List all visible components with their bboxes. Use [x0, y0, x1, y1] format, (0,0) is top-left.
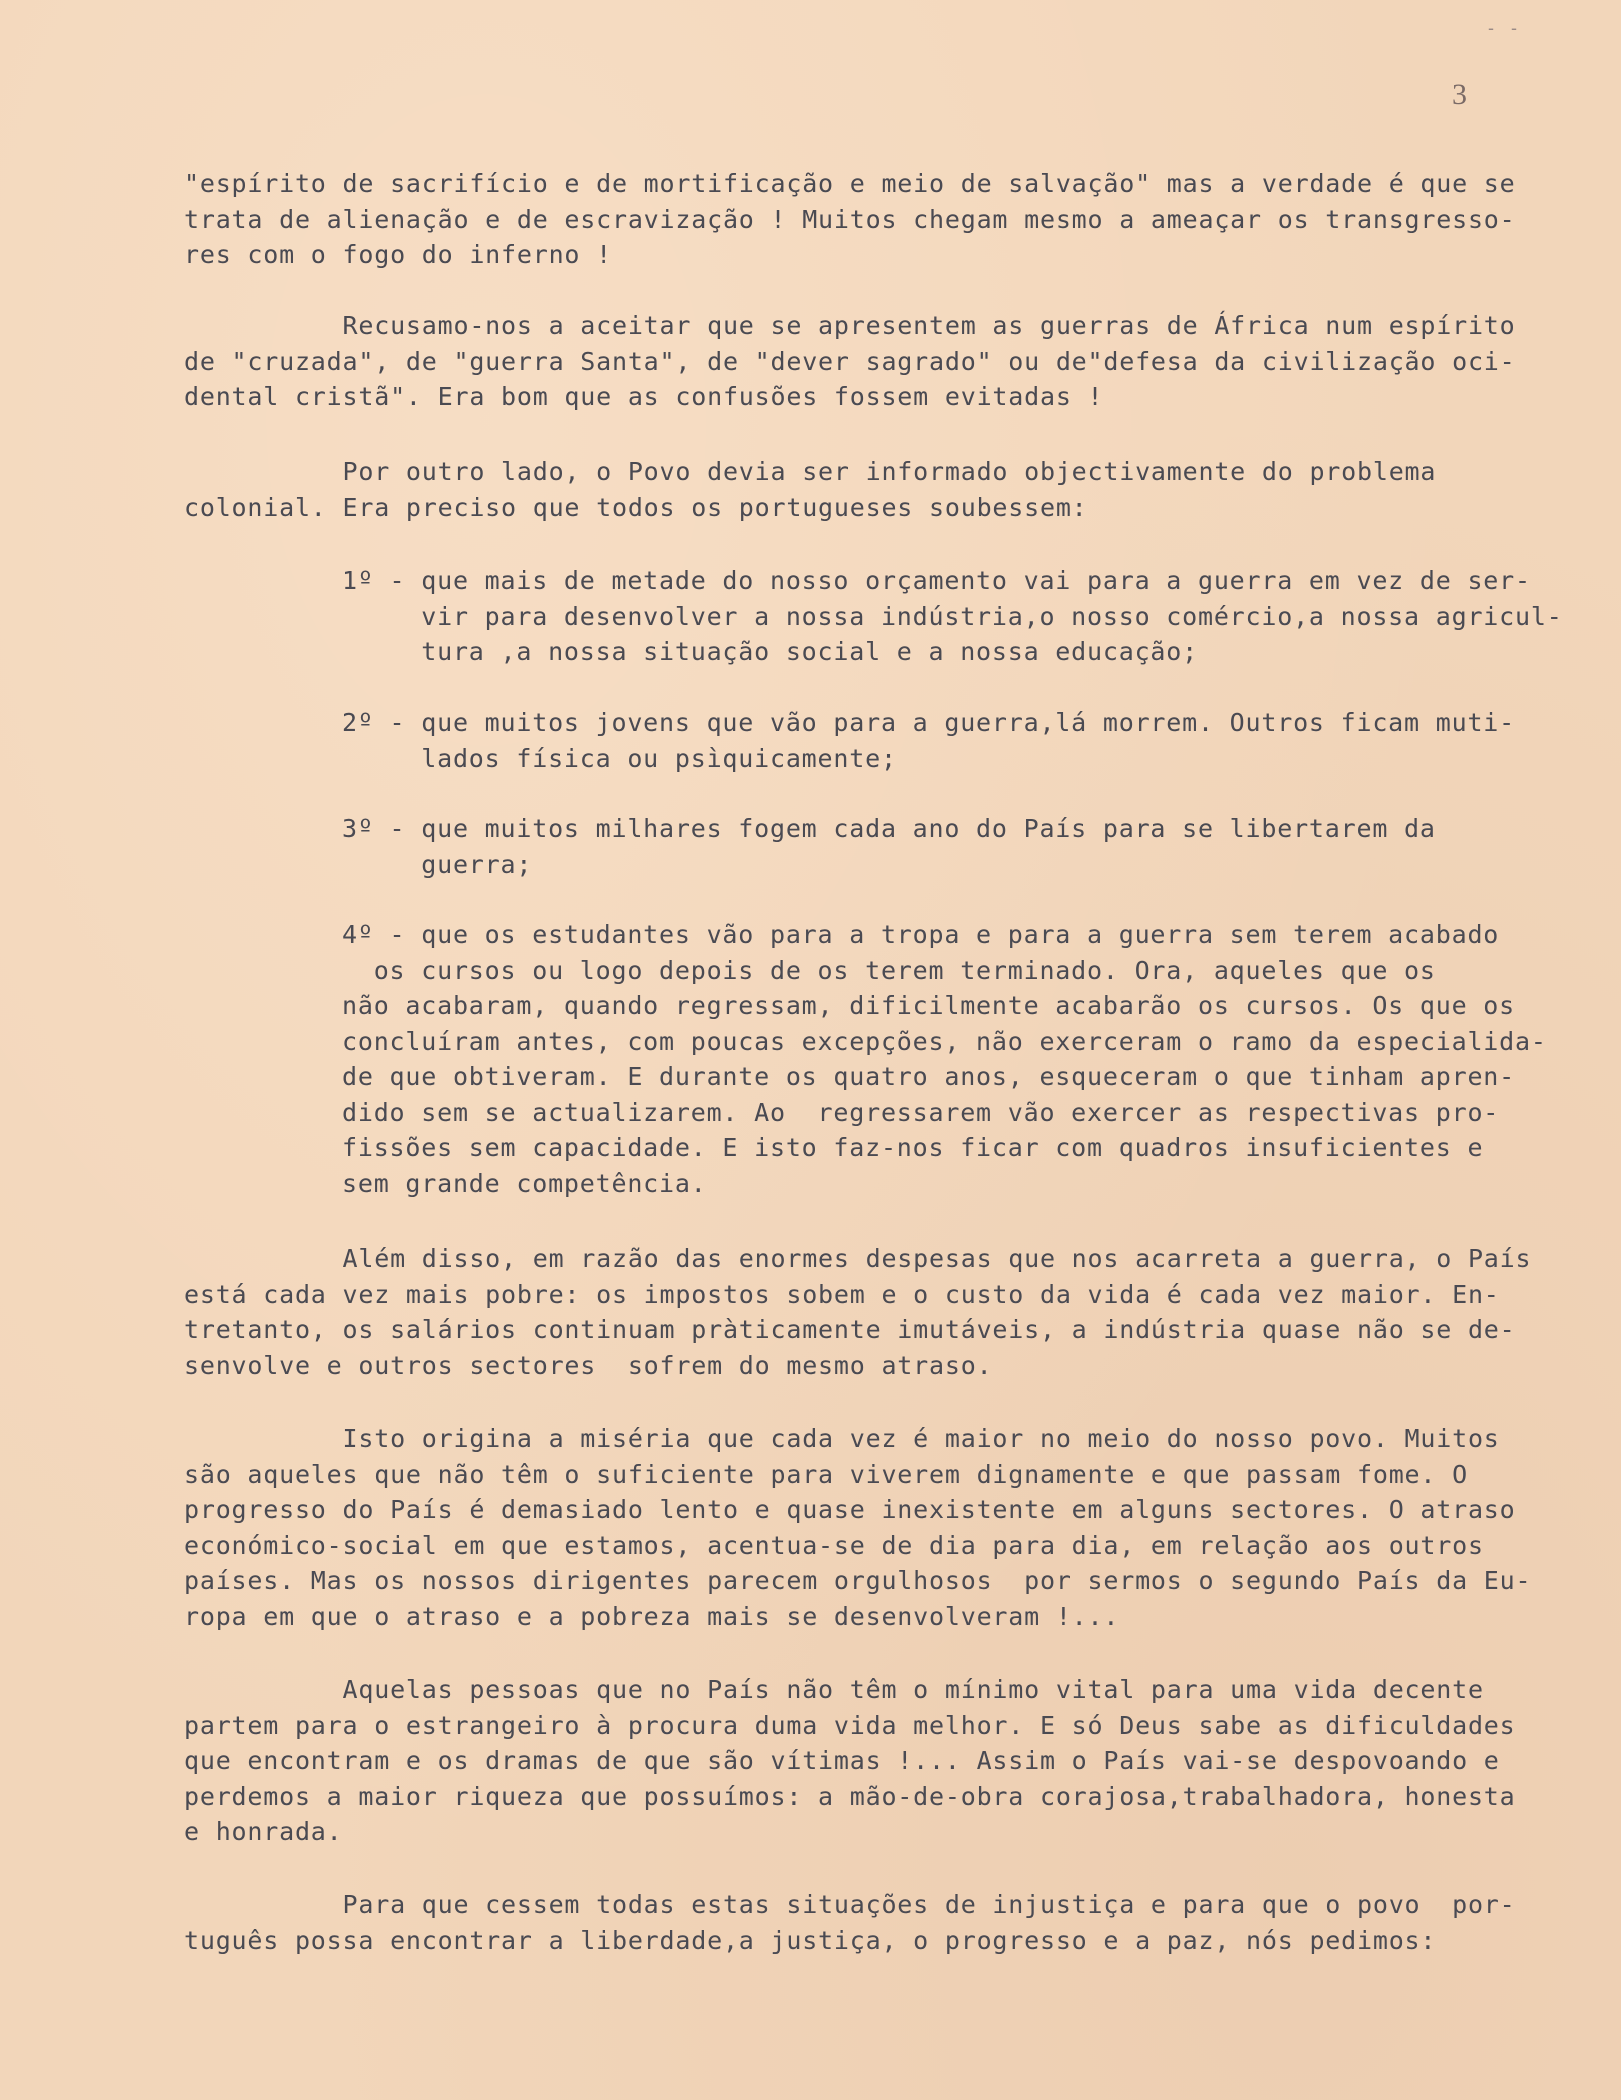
list-item-youth: 2º - que muitos jovens que vão para a guerra,lá morrem. Outros ficam muti- lados física ou psìquicamente; — [342, 708, 1515, 773]
page-number: 3 — [1452, 78, 1467, 111]
list-item-students: 4º - que os estudantes vão para a tropa e para a guerra sem terem acabado os cursos ou logo depois de os terem terminado. Ora, aqueles que os não acabaram, quando regressam, dificilmente acabarão os cursos. Os que os concluíram antes, com poucas excepções, não exerceram o ramo da especialida- de que obtiveram. E durante os quatro anos, esqueceram o que tinham apren- dido sem se actualizarem. Ao regressarem vão exercer as respectivas pro- fissões sem capacidade. E isto faz-nos ficar com quadros insuficientes e sem grande competência. — [342, 920, 1547, 1198]
paragraph-poverty: Além disso, em razão das enormes despesas que nos acarreta a guerra, o País está cada vez mais pobre: os impostos sobem e o custo da vida é cada vez maior. En- tretanto, os salários continuam pràticamente imutáveis, a indústria quase não se de- senvolve e outros sectores sofrem do mesmo atraso. — [184, 1244, 1532, 1380]
paragraph-crusade: Recusamo-nos a aceitar que se apresentem as guerras de África num espírito de "cruzada", de "guerra Santa", de "dever sagrado" ou de"defesa da civilização oci- dental cristã". Era bom que as confusões fossem evitadas ! — [184, 311, 1516, 411]
list-item-budget: 1º - que mais de metade do nosso orçamento vai para a guerra em vez de ser- vir para desenvolver a nossa indústria,o nosso comércio,a nossa agricul- tura ,a nossa situação social e a nossa educação; — [342, 566, 1563, 666]
paragraph-sacrifice: "espírito de sacrifício e de mortificação e meio de salvação" mas a verdade é que se trata de alienação e de escravização ! Muitos chegam mesmo a ameaçar os transgresso- res com o fogo do inferno ! — [184, 169, 1516, 269]
paragraph-colonial-problem: Por outro lado, o Povo devia ser informado objectivamente do problema colonial. Era preciso que todos os portugueses soubessem: — [184, 457, 1437, 522]
paragraph-emigrants: Aquelas pessoas que no País não têm o mínimo vital para uma vida decente partem para o estrangeiro à procura duma vida melhor. E só Deus sabe as dificuldades que encontram e os dramas de que são vítimas !... Assim o País vai-se despovoando e perdemos a maior riqueza que possuímos: a mão-de-obra corajosa,trabalhadora, honesta e honrada. — [184, 1675, 1516, 1846]
paragraph-misery: Isto origina a miséria que cada vez é maior no meio do nosso povo. Muitos são aqueles que não têm o suficiente para viverem dignamente e que passam fome. O progresso do País é demasiado lento e quase inexistente em alguns sectores. O atraso económico-social em que estamos, acentua-se de dia para dia, em relação aos outros países. Mas os nossos dirigentes parecem orgulhosos por sermos o segundo País da Eu- ropa em que o atraso e a pobreza mais se desenvolveram !... — [184, 1424, 1532, 1631]
list-item-emigration: 3º - que muitos milhares fogem cada ano do País para se libertarem da guerra; — [342, 814, 1436, 879]
paragraph-demands: Para que cessem todas estas situações de injustiça e para que o povo por- tuguês possa encontrar a liberdade,a justiça, o progresso e a paz, nós pedimos: — [184, 1890, 1516, 1955]
corner-marks: - - — [1488, 18, 1523, 38]
